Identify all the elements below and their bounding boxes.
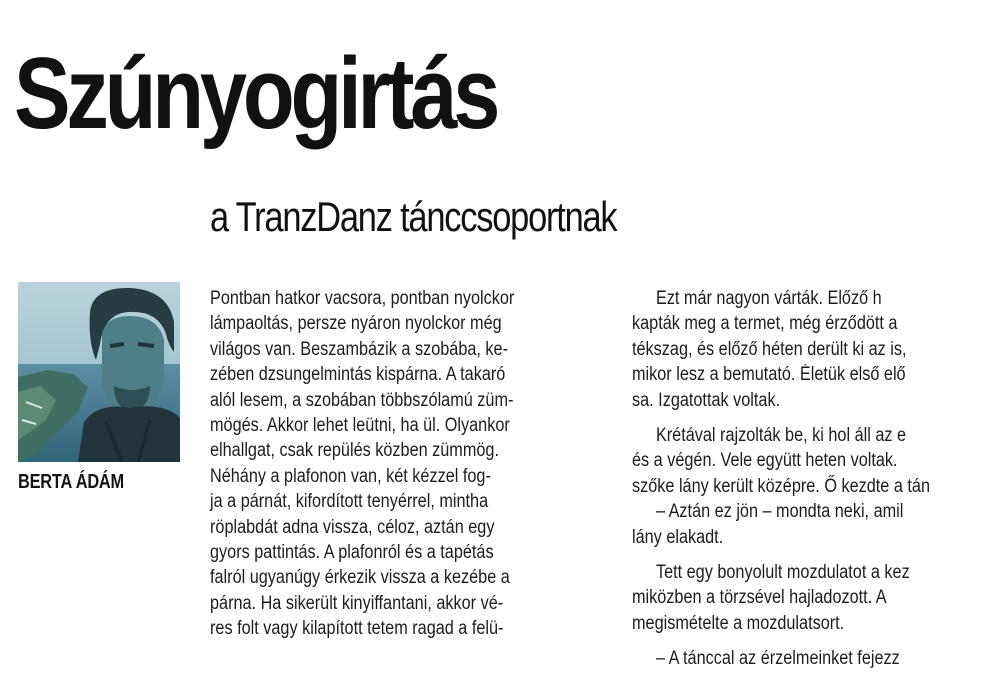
article-column-1 — [210, 286, 614, 641]
text-line: elhallgat, csak repülés közben zümmög. — [210, 440, 499, 462]
text-line: falról ugyanúgy érkezik vissza a kezébe a — [210, 567, 510, 589]
text-line: röplabdát adna vissza, céloz, aztán egy — [210, 516, 495, 538]
text-line: zében dzsungelmintás kispárna. A takaró — [210, 364, 506, 386]
text-line: világos van. Beszambázik a szobába, ke- — [210, 338, 508, 360]
text-line: Pontban hatkor vacsora, pontban nyolckor — [210, 288, 515, 309]
text-line: Ezt már nagyon várták. Előző h — [655, 288, 882, 309]
author-name: BERTA ÁDÁM — [18, 471, 124, 493]
text-line: tékszag, és előző héten derült ki az is, — [632, 338, 907, 360]
text-line: lámpaoltás, persze nyáron nyolckor még — [210, 313, 502, 335]
text-line: mögés. Akkor lehet leütni, ha ül. Olyankor — [210, 414, 510, 436]
text-line: sa. Izgatottak voltak. — [632, 389, 781, 411]
text-line: lány elakadt. — [632, 526, 724, 548]
text-line: ja a párnát, kifordított tenyérrel, mintha — [210, 491, 489, 513]
text-line: gyors pattintás. A plafonról és a tapétás — [210, 541, 494, 563]
text-line: kapták meg a termet, még érződött a — [632, 313, 898, 335]
text-line: szőke lány került középre. Ő kezdte a tán — [632, 475, 930, 497]
article-column-2 — [632, 286, 1000, 671]
text-line: – Aztán ez jön – mondta neki, amil — [655, 501, 904, 523]
text-line: Krétával rajzolták be, ki hol áll az e — [655, 424, 907, 446]
text-line: res folt vagy kilapított tetem ragad a felü- — [210, 618, 504, 640]
text-line: – A tánccal az érzelmeinket fejezz — [655, 648, 900, 670]
article-subtitle: a TranzDanz tánccsoportnak — [210, 193, 617, 240]
article-title: Szúnyogirtás — [14, 38, 497, 150]
text-line: és a végén. Vele együtt heten voltak. — [632, 450, 898, 472]
author-photo — [18, 282, 180, 462]
text-line: Néhány a plafonon van, két kézzel fog- — [210, 465, 491, 487]
text-line: párna. Ha sikerült kinyiffantani, akkor vé- — [210, 592, 504, 614]
text-line: megismételte a mozdulatsort. — [632, 612, 845, 634]
text-line: Tett egy bonyolult mozdulatot a kez — [655, 561, 910, 583]
text-line: miközben a törzsével hajladozott. A — [632, 587, 887, 609]
text-line: mikor lesz a bemutató. Életük első elő — [632, 364, 906, 386]
text-line: alól lesem, a szobában többszólamú züm- — [210, 389, 514, 411]
